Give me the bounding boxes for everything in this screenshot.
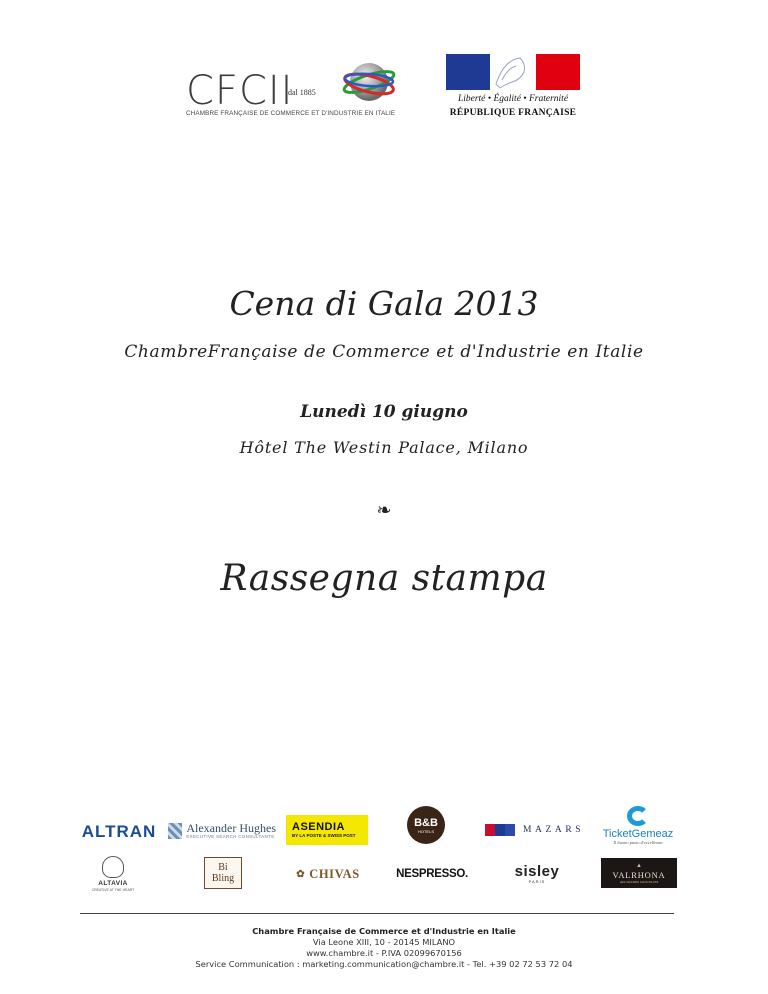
sisley-sub: PARIS: [528, 879, 546, 884]
ticket-gemeaz-logo: [599, 802, 677, 850]
valrhona-name: VALRHONA: [612, 869, 666, 880]
alexander-hughes-mark-icon: [168, 823, 182, 839]
footer-divider: [80, 913, 674, 914]
cfcii-logo: [186, 58, 416, 122]
marianne-flag-icon: [446, 54, 580, 90]
bb-sub: HOTELS: [417, 828, 434, 834]
cfcii-mark: CFCII: [186, 68, 294, 114]
event-date: Lunedì 10 giugno: [300, 402, 468, 422]
republique-name: RÉPUBLIQUE FRANÇAISE: [449, 108, 577, 118]
footer-contact: Service Communication : marketing.communication@chambre.it - Tel. +39 02 72 53 72 04: [195, 959, 573, 969]
bi-bling-logo: [204, 857, 242, 889]
chivas-name: CHIVAS: [309, 866, 360, 881]
mazars-name: MAZARS: [523, 825, 585, 835]
event-organizer: ChambreFrançaise de Commerce et d'Industrie en Italie: [124, 342, 644, 362]
altran-logo: ALTRAN: [81, 822, 157, 841]
valrhona-crest-icon: ▲: [636, 862, 642, 869]
ticket-gemeaz-tag: Il buono pasto d'eccellenza: [613, 840, 663, 845]
event-venue: Hôtel The Westin Palace, Milano: [239, 438, 529, 457]
footer-address: Via Leone XIII, 10 - 20145 MILANO: [312, 937, 456, 947]
bi-bling-line2: Bling: [211, 873, 235, 884]
asendia-name: ASENDIA: [292, 821, 346, 833]
chivas-crest-icon: ✿: [296, 868, 306, 880]
nespresso-logo: NESPRESSO.: [396, 868, 468, 880]
altavia-name: ALTAVIA: [98, 879, 128, 887]
chivas-logo: [290, 866, 366, 882]
cfcii-since: dal 1885: [288, 88, 316, 97]
altavia-mark-icon: [102, 856, 124, 878]
republique-motto: Liberté • Égalité • Fraternité: [457, 94, 569, 104]
ticket-g-icon: [627, 806, 649, 826]
asendia-sub: BY LA POSTE & SWISS POST: [292, 833, 356, 838]
bi-bling-line1: Bi: [218, 862, 228, 873]
valrhona-sub: LES GRANDS CHOCOLATS: [619, 879, 659, 884]
altavia-logo: [80, 853, 146, 895]
alexander-hughes-sub: EXECUTIVE SEARCH CONSULTANTS: [186, 834, 275, 839]
mazars-logo: [485, 822, 593, 838]
alexander-hughes-name: Alexander Hughes: [186, 821, 276, 835]
alexander-hughes-logo: [168, 820, 276, 842]
cfcii-subtitle: CHAMBRE FRANÇAISE DE COMMERCE ET D'INDUSTRIE EN ITALIE: [186, 110, 396, 117]
event-title: Cena di Gala 2013: [229, 284, 539, 323]
bb-name: B&B: [414, 816, 438, 829]
sisley-name: sisley: [514, 863, 560, 880]
ticket-gemeaz-name: TicketGemeaz: [602, 828, 674, 840]
sisley-logo: [508, 862, 566, 886]
asendia-logo: [286, 815, 368, 845]
footer-organization: Chambre Française de Commerce et d'Industrie en Italie: [252, 926, 516, 936]
republique-francaise-logo: [446, 54, 580, 130]
mazars-flag-icon: [485, 824, 515, 836]
globe-icon: [341, 58, 397, 106]
bb-hotels-logo: [407, 806, 445, 844]
valrhona-logo: [601, 858, 677, 888]
footer-website: www.chambre.it - P.IVA 02099670156: [306, 948, 462, 958]
document-title: Rassegna stampa: [220, 558, 548, 599]
fleuron-icon: ❧: [376, 500, 392, 521]
altavia-sub: CREATIVE AT THE HEART: [91, 887, 135, 892]
